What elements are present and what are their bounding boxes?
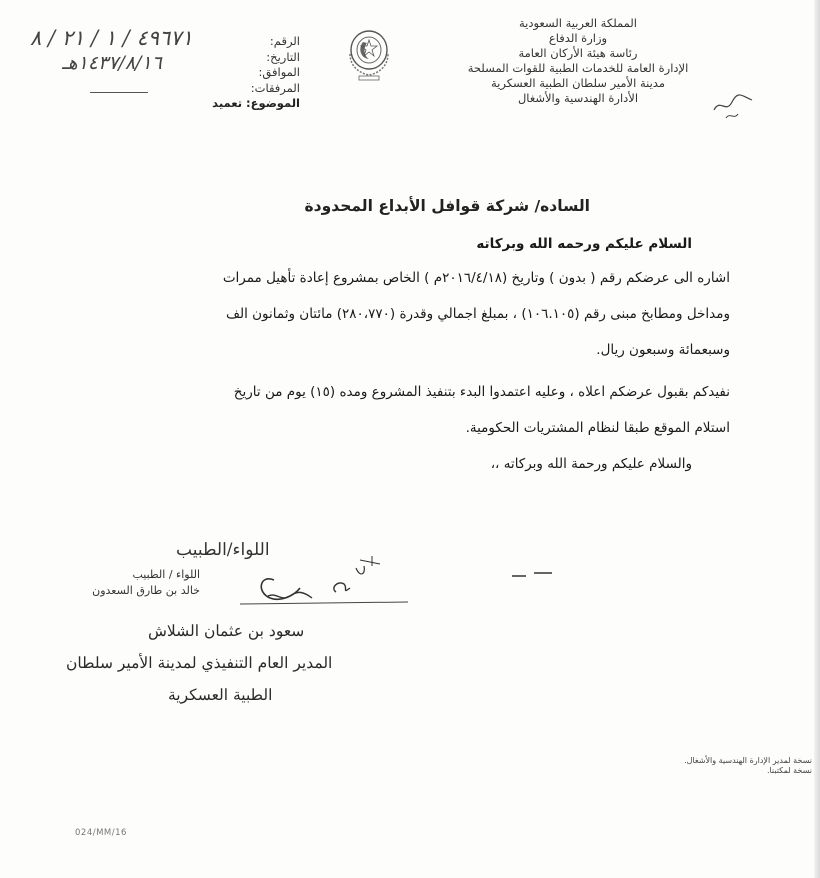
copy-to-note: نسخة لمدير الإدارة الهندسية والأشغال. نسخة لمكتبنا. bbox=[684, 756, 812, 775]
signature-rank-small: اللواء / الطبيب bbox=[132, 568, 200, 581]
signatory-position: الطبية العسكرية bbox=[168, 686, 273, 704]
greeting: السلام عليكم ورحمه الله وبركاته bbox=[476, 236, 692, 252]
signatory-name: سعود بن عثمان الشلاش bbox=[148, 622, 305, 640]
signatory-position: المدير العام التنفيذي لمدينة الأمير سلطان bbox=[66, 654, 333, 672]
header-line: رئاسة هيئة الأركان العامة bbox=[518, 46, 638, 60]
body-paragraph-line: نفيدكم بقبول عرضكم اعلاه ، وعليه اعتمدوا البدء بتنفيذ المشروع ومده (١٥) يوم من تاريخ bbox=[233, 384, 730, 400]
header-line: مدينة الأمير سلطان الطبية العسكرية bbox=[490, 76, 666, 90]
field-subject: الموضوع: تعميد bbox=[212, 96, 300, 110]
stray-mark bbox=[534, 572, 552, 574]
signature-name-small: خالد بن طارق السعدون bbox=[92, 584, 200, 597]
handwritten-signature-icon bbox=[240, 552, 420, 622]
body-paragraph-line: استلام الموقع طبقا لنظام المشتريات الحكومية. bbox=[465, 420, 730, 436]
addressee: الساده/ شركة قوافل الأبداع المحدودة bbox=[304, 197, 590, 215]
underline bbox=[90, 92, 148, 93]
handwritten-reference-number: ٤٩٦٧١ / ١ / ٢١ / ٨ bbox=[30, 26, 193, 50]
field-number-label: الرقم: bbox=[269, 34, 300, 48]
header-line: الإدارة العامة للخدمات الطبية للقوات المسلحة bbox=[467, 61, 689, 75]
body-paragraph-line: وسبعمائة وسبعون ريال. bbox=[596, 342, 730, 358]
field-corresponding-label: الموافق: bbox=[258, 65, 300, 79]
body-paragraph-line: ومداخل ومطابخ مبنى رقم (١٠٦.١٠٥) ، بمبلغ اجمالي وقدرة (٢٨٠،٧٧٠) مائتان وثمانون الف bbox=[226, 306, 730, 322]
stray-mark bbox=[512, 575, 526, 577]
field-date-label: التاريخ: bbox=[266, 49, 300, 64]
signature-title: اللواء/الطبيب bbox=[176, 540, 270, 560]
emblem-logo-icon bbox=[344, 26, 394, 84]
body-paragraph-line: اشاره الى عرضكم رقم ( بدون ) وتاريخ (٢٠١٦/٤/١٨م ) الخاص بمشروع إعادة تأهيل ممرات bbox=[222, 270, 730, 286]
header-line: وزارة الدفاع bbox=[548, 31, 608, 45]
header-line: الأدارة الهندسية والأشغال bbox=[517, 91, 639, 105]
field-attachments-label: المرفقات: bbox=[250, 80, 300, 95]
closing: والسلام عليكم ورحمة الله وبركاته ،، bbox=[490, 456, 692, 472]
handwritten-initial-icon bbox=[712, 88, 756, 122]
letterhead-organization bbox=[428, 16, 728, 106]
header-line: المملكة العربية السعودية bbox=[519, 16, 637, 30]
document-reference-code: 024/MM/16 bbox=[75, 828, 127, 838]
scan-edge-shadow bbox=[814, 0, 820, 878]
handwritten-hijri-date: ١٤٣٧/٨/١٦هـ bbox=[62, 52, 162, 74]
